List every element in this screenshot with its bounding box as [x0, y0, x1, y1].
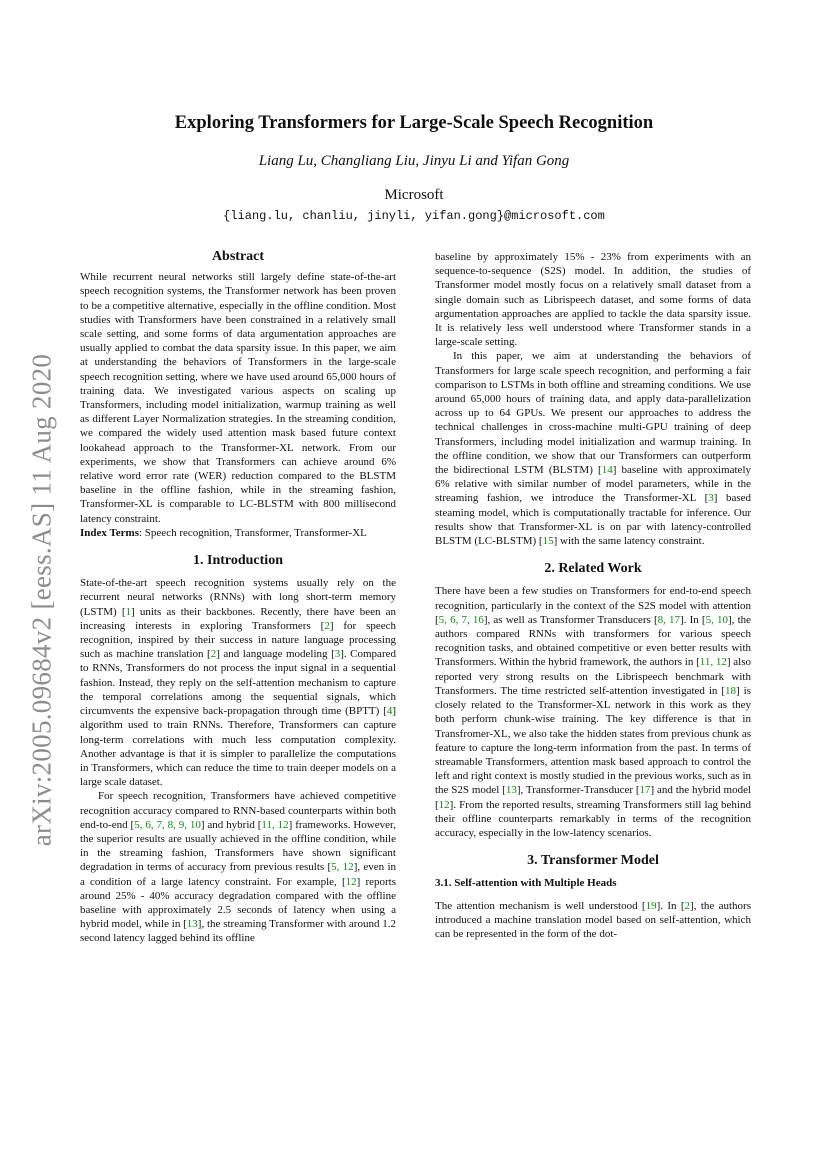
abstract-heading: Abstract [211, 249, 265, 264]
index-terms [80, 526, 396, 540]
abstract-text: While recurrent neural networks still largely define state-of-the-art speech recognition systems, the Transformer network has been proven to be a competitive alternative, especially in the offline condition. Most studies with Transformers have been constrained in a relatively small scale setting, and some forms of data argumentation approaches are usually applied to combat the data sparsity issue. In this paper, we aim at understanding the behaviors of Transformers in the large-scale speech recognition setting, where we have used around 65,000 hours of training data. We investigated various aspects on scaling up Transformers, including model initialization, warmup training as well as different Layer Normalization strategies. In the streaming condition, we compared the widely used attention mask based future context lookahead approach to the Transformer-XL network. From our experiments, we show that Transformers can achieve around 6% relative word error rate (WER) reduction compared to the BLSTM baseline in the offline fashion, while in the streaming fashion, Transformer-XL is comparable to LC-BLSTM with 800 millisecond latency constraint. [80, 271, 396, 525]
intro-paragraph-3: baseline by approximately 15% - 23% from experiments with an sequence-to-sequence (S2S) model. In addition, the studies of Transformer model mostly focus on a relatively small dataset from a single domain such as Librispeech dataset, and some forms of data argumentation approaches are applied to tackle the data sparsity issue. It is relatively less well understood where Transformer stands in a large-scale setting. [435, 251, 751, 349]
citation-link[interactable]: 17 [639, 784, 651, 797]
citation-link[interactable]: 3 [708, 492, 714, 505]
self-attention-subheading: 3.1. Self-attention with Multiple Heads [435, 877, 617, 890]
citation-link[interactable]: 8, 17 [657, 613, 681, 626]
citation-link[interactable]: 13 [186, 918, 198, 931]
arxiv-identifier-text: arXiv:2005.09684v2 [eess.AS] 11 Aug 2020 [26, 353, 57, 847]
affiliation: Microsoft [384, 187, 444, 203]
citation-link[interactable]: 18 [725, 684, 737, 697]
citation-link[interactable]: 13 [505, 784, 517, 797]
intro-paragraph-1: State-of-the-art speech recognition systems usually rely on the recurrent neural networks (RNNs) with long short-term memory (LSTM) [1] units as their backbones. Recently, there have been an increasing interests in exploring Transformers [2] for speech recognition, inspired by their success in nature language processing such as machine translation [2] and language modeling [3]. Compared to RNNs, Transformers do not process the input signal in a sequential fashion. Instead, they reply on the self-attention mechanism to capture the temporal correlations among the sequential signals, which circumvents the expensive back-propagation through time (BPTT) [4] algorithm used to train RNNs. Therefore, Transformers can capture long-term correlations with much less computation complexity. Another advantage is that it is simpler to parallelize the computations in Transformers, which can reduce the time to train deeper models on a large scale dataset. [80, 577, 396, 789]
citation-link[interactable]: 2 [210, 648, 217, 661]
citation-link[interactable]: 3 [334, 648, 341, 661]
citation-link[interactable]: 2 [324, 619, 330, 632]
related-work-paragraph: There have been a few studies on Transformers for end-to-end speech recognition, particularly in the context of the S2S model with attention [5, 6, 7, 16], as well as Transformer Transducers [8, 17]. In [5, 10], the authors compared RNNs with transformers for various speech recognition tasks, and obtained competitive or even better results with Transformers. Within the hybrid framework, the authors in [11, 12] also reported very strong results on the Librispeech benchmark with Transformers. The time restricted self-attention investigated in [18] is closely related to the Transformer-XL network in this work as they both perform chunk-wise training. The key difference is that in Transfromer-XL, we also take the hidden states from previous chunk as feature to capture the long-term information from the past. In terms of streamable Transformers, attention mask based approach to control the left and right context is mostly studied in the previous works, such as in the S2S model [13], Transformer-Transducer [17] and the hybrid model [12]. From the reported results, streaming Transformers still lag behind their offline counterparts remarkably in terms of the recognition accuracy, especially in the low-latency scenarios. [435, 585, 752, 839]
right-column [435, 250, 751, 941]
citation-link[interactable]: 5, 10 [705, 613, 728, 626]
citation-link[interactable]: 5, 6, 7, 16 [438, 613, 484, 626]
citation-link[interactable]: 12 [345, 875, 357, 888]
citation-link[interactable]: 15 [542, 535, 554, 548]
related-work-heading: 2. Related Work [544, 561, 642, 577]
citation-link[interactable]: 1 [125, 605, 131, 618]
citation-link[interactable]: 11, 12 [261, 818, 289, 831]
citation-link[interactable]: 12 [438, 798, 450, 811]
citation-link[interactable]: 2 [684, 899, 691, 912]
transformer-model-heading: 3. Transformer Model [527, 853, 659, 869]
citation-link[interactable]: 4 [386, 705, 393, 718]
introduction-heading: 1. Introduction [193, 553, 283, 569]
citation-link[interactable]: 11, 12 [699, 656, 727, 669]
citation-link[interactable]: 19 [645, 899, 657, 912]
author-list: Liang Lu, Changliang Liu, Jinyu Li and Yifan Gong [258, 153, 570, 169]
author-emails: {liang.lu, chanliu, jinyli, yifan.gong}@microsoft.com [223, 209, 605, 223]
index-terms-label: Index Terms [80, 526, 139, 539]
model-paragraph-1: The attention mechanism is well understood [19]. In [2], the authors introduced a machine translation model based on self-attention, which can be represented in the form of the dot- [435, 899, 751, 940]
citation-link[interactable]: 14 [601, 464, 613, 477]
citation-link[interactable]: 5, 6, 7, 8, 9, 10 [134, 818, 201, 831]
arxiv-identifier [14, 340, 70, 860]
intro-paragraph-2: For speech recognition, Transformers have achieved competitive recognition accuracy compared to RNN-based counterparts within both end-to-end [5, 6, 7, 8, 9, 10] and hybrid [11, 12] frameworks. However, the superior results are usually achieved in the offline condition, while in the streaming fashion, Transformers have shown significant degradation in terms of accuracy from previous results [5, 12], even in a condition of a large latency constraint. For example, [12] reports around 25% - 40% accuracy degradation compared with the offline baseline with approximately 2.5 seconds of latency when using a hybrid model, while in [13], the streaming Transformer with around 1.2 second latency lagged behind its offline [80, 790, 397, 945]
index-terms-text: : Speech recognition, Transformer, Transformer-XL [139, 526, 367, 539]
citation-link[interactable]: 5, 12 [331, 861, 354, 874]
intro-paragraph-4: In this paper, we aim at understanding the behaviors of Transformers for large scale speech recognition, and performing a fair comparison to LSTMs in both offline and streaming conditions. We use around 65,000 hours of training data, and apply data-parallelization across up to 64 GPUs. We present our approaches to address the technical challenges in cross-machine multi-GPU training of deep Transformers, including model initialization and warmup training. In the offline condition, we show that our Transformers can outperform the bidirectional LSTM (BLSTM) [14] baseline with approximately 6% relative with similar number of model parameters, while in the streaming fashion, we introduce the Transformer-XL [3] based steaming model, which is computationally tractable for inference. Our results show that Transformer-XL is on par with latency-controlled BLSTM (LC-BLSTM) [15] with the same latency constraint. [435, 350, 751, 548]
paper-title: Exploring Transformers for Large-Scale Speech Recognition [174, 113, 654, 133]
left-column [80, 250, 396, 946]
